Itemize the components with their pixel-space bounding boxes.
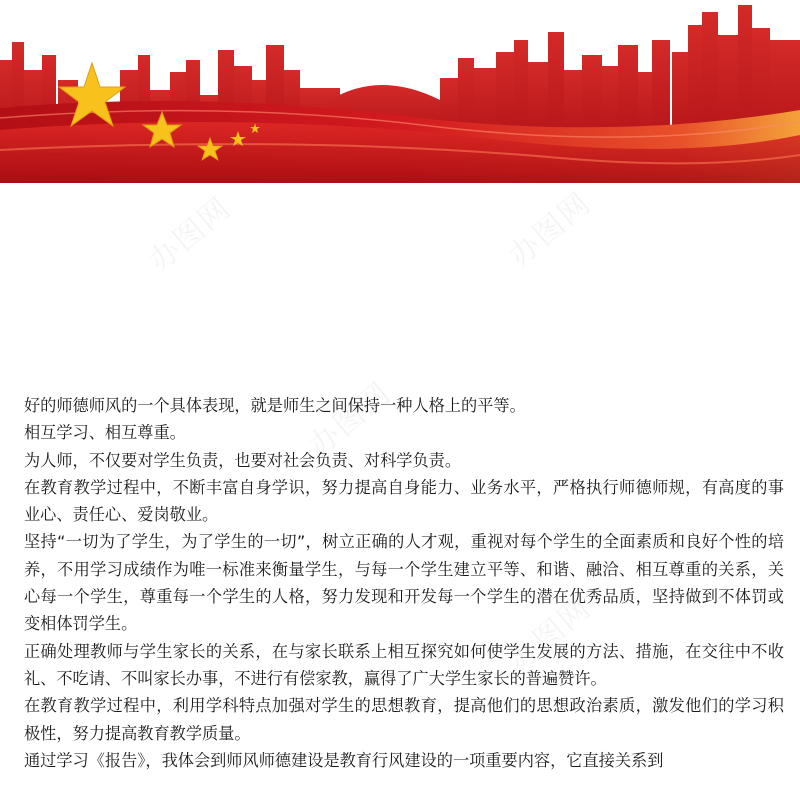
red-skyline-banner [0, 0, 800, 183]
paragraph: 在教育教学过程中，利用学科特点加强对学生的思想教育，提高他们的思想政治素质，激发他们的学习积极性，努力提高教育教学质量。 [24, 696, 784, 743]
paragraph: 坚持“一切为了学生，为了学生的一切”，树立正确的人才观，重视对每个学生的全面素质和良好个性的培养，不用学习成绩作为唯一标准来衡量学生，与每一个学生建立平等、和谐、融洽、相互尊重的关系，关心每一个学生，尊重每一个学生的人格，努力发现和开发每一个学生的潜在优秀品质，坚持做到不体罚或变相体罚学生。 [24, 532, 784, 634]
paragraph: 在教育教学过程中，不断丰富自身学识，努力提高自身能力、业务水平，严格执行师德师规，有高度的事业心、责任心、爱岗敬业。 [24, 477, 784, 525]
paragraph: 为人师，不仅要对学生负责，也要对社会负责、对科学负责。 [24, 450, 462, 470]
header-banner [0, 0, 800, 183]
watermark [497, 179, 599, 274]
watermark [137, 184, 239, 279]
paragraph: 好的师德师风的一个具体表现，就是师生之间保持一种人格上的平等。 [24, 396, 526, 415]
paragraph: 正确处理教师与学生家长的关系，在与家长联系上相互探究如何使学生发展的方法、措施，在交往中不收礼、不吃请、不叫家长办事，不进行有偿家教，赢得了广大学生家长的普遍赞许。 [24, 641, 784, 688]
paragraph: 相互学习、相互尊重。 [24, 423, 186, 443]
document-body [24, 392, 784, 774]
paragraph: 通过学习《报告》，我体会到师风师德建设是教育行风建设的一项重要内容，它直接关系到 [24, 750, 664, 770]
